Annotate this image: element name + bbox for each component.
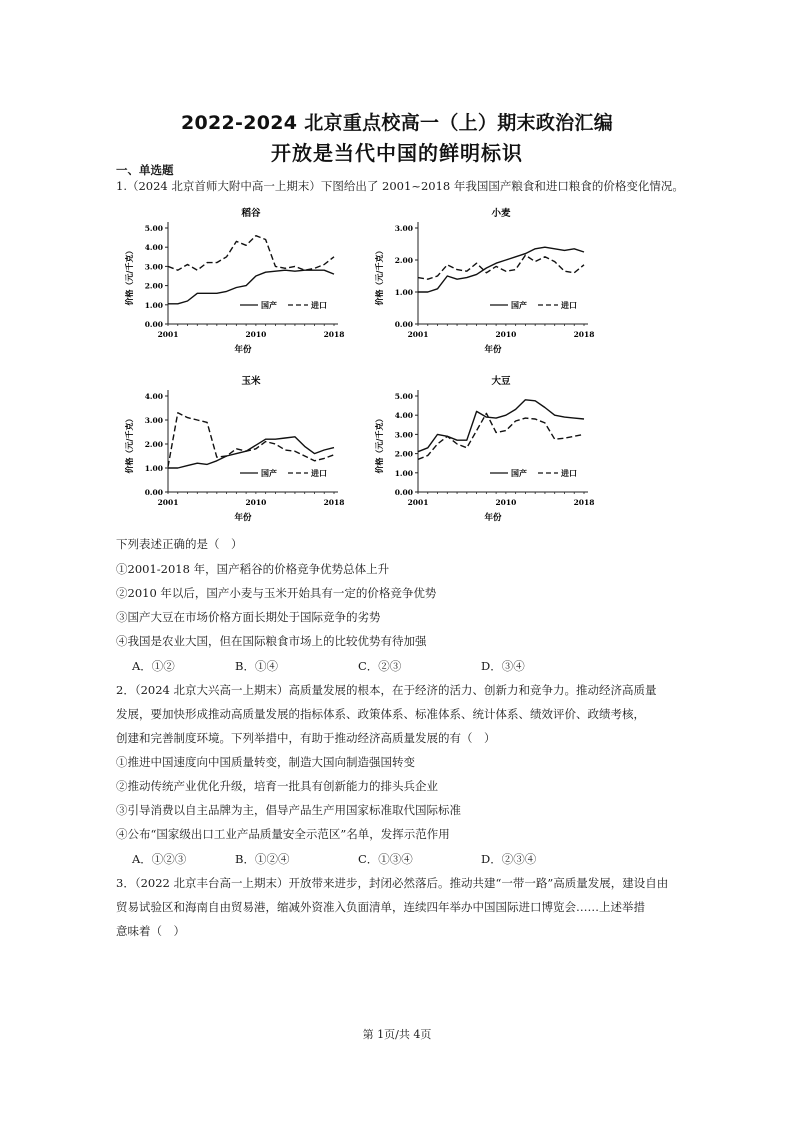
q2-statement-2: ②推动传统产业优化升级，培育一批具有创新能力的排头兵企业 xyxy=(116,779,438,793)
legend-label-domestic: 国产 xyxy=(261,300,277,310)
series-line-domestic xyxy=(168,437,334,468)
q2-option-a[interactable]: A．①②③ xyxy=(132,852,187,866)
y-tick-label: 4.00 xyxy=(144,392,163,401)
q2-statement-1: ①推进中国速度向中国质量转变，制造大国向制造强国转变 xyxy=(116,755,415,769)
y-tick-label: 3.00 xyxy=(394,224,413,233)
q2-statement-3: ③引导消费以自主品牌为主，倡导产品生产用国家标准取代国际标准 xyxy=(116,803,461,817)
legend-label-domestic: 国产 xyxy=(261,468,277,478)
q1-option-d[interactable]: D．③④ xyxy=(481,659,525,673)
q1-statement-4: ④我国是农业大国，但在国际粮食市场上的比较优势有待加强 xyxy=(116,634,427,648)
price-charts-svg xyxy=(118,200,600,526)
x-tick-label: 2001 xyxy=(407,330,429,339)
q2-option-d[interactable]: D．②③④ xyxy=(481,852,537,866)
y-axis-label: 价格（元/千克） xyxy=(124,414,134,474)
x-tick-label: 2018 xyxy=(573,498,595,507)
y-tick-label: 0.00 xyxy=(394,488,413,497)
legend-label-domestic: 国产 xyxy=(511,300,527,310)
y-tick-label: 0.00 xyxy=(144,488,163,497)
q1-stem: 1.（2024 北京首师大附中高一上期末）下图给出了 2001~2018 年我国国产粮食和进口粮食的价格变化情况。 xyxy=(116,179,684,193)
y-tick-label: 3.00 xyxy=(394,430,413,440)
x-axis-label: 年份 xyxy=(234,345,252,355)
y-tick-label: 2.00 xyxy=(394,256,413,265)
x-tick-label: 2010 xyxy=(245,330,267,339)
q1-statement-3: ③国产大豆在市场价格方面长期处于国际竞争的劣势 xyxy=(116,610,381,624)
q1-statement-1: ①2001-2018 年，国产稻谷的价格竞争优势总体上升 xyxy=(116,562,390,576)
y-tick-label: 1.00 xyxy=(394,288,413,297)
q1-option-a[interactable]: A．①② xyxy=(132,659,175,673)
legend-label-imported: 进口 xyxy=(311,468,327,478)
legend-label-imported: 进口 xyxy=(561,468,577,478)
y-tick-label: 4.00 xyxy=(394,411,413,421)
chart-title: 玉米 xyxy=(241,376,261,387)
q1-option-c[interactable]: C．②③ xyxy=(358,659,402,673)
y-tick-label: 2.00 xyxy=(394,449,413,459)
q1-option-b[interactable]: B．①④ xyxy=(235,659,278,673)
y-tick-label: 0.00 xyxy=(144,320,163,329)
y-axis-label: 价格（元/千克） xyxy=(374,414,384,474)
x-axis-label: 年份 xyxy=(484,513,502,523)
document-title: 2022-2024 北京重点校高一（上）期末政治汇编 xyxy=(180,112,614,134)
y-axis-label: 价格（元/千克） xyxy=(374,246,384,306)
x-tick-label: 2010 xyxy=(245,498,267,507)
q2-stem-line-1: 2．（2024 北京大兴高一上期末）高质量发展的根本，在于经济的活力、创新力和竞争力。推动经济高质量 xyxy=(116,683,657,697)
chart-title: 小麦 xyxy=(491,208,511,219)
series-line-imported xyxy=(168,236,334,271)
legend-label-imported: 进口 xyxy=(561,300,577,310)
q2-stem-line-3: 创建和完善制度环境。下列举措中，有助于推动经济高质量发展的有（ ） xyxy=(116,731,496,745)
y-tick-label: 5.00 xyxy=(144,224,163,233)
q2-options xyxy=(132,851,584,867)
series-line-domestic xyxy=(168,270,334,304)
x-tick-label: 2018 xyxy=(323,330,345,339)
y-axis-label: 价格（元/千克） xyxy=(124,246,134,306)
section-heading: 一、单选题 xyxy=(116,163,174,177)
x-tick-label: 2001 xyxy=(157,330,179,339)
x-tick-label: 2010 xyxy=(495,498,517,507)
legend-label-imported: 进口 xyxy=(311,300,327,310)
x-tick-label: 2018 xyxy=(323,498,345,507)
q2-stem-line-2: 发展，要加快形成推动高质量发展的指标体系、政策体系、标准体系、统计体系、绩效评价、政绩考核， xyxy=(116,707,645,721)
chart-title: 稻谷 xyxy=(241,208,261,219)
chart-panel-3 xyxy=(124,375,344,523)
chart-panel-2 xyxy=(374,207,594,355)
q2-option-c[interactable]: C．①③④ xyxy=(358,852,413,866)
y-tick-label: 2.00 xyxy=(144,281,163,291)
series-line-imported xyxy=(418,255,584,279)
series-line-domestic xyxy=(418,400,584,452)
legend-label-domestic: 国产 xyxy=(511,468,527,478)
y-tick-label: 4.00 xyxy=(144,243,163,253)
x-axis-label: 年份 xyxy=(484,345,502,355)
q1-statement-2: ②2010 年以后，国产小麦与玉米开始具有一定的价格竞争优势 xyxy=(116,586,437,600)
document-subtitle: 开放是当代中国的鲜明标识 xyxy=(271,141,523,165)
y-tick-label: 5.00 xyxy=(394,392,413,401)
x-tick-label: 2001 xyxy=(407,498,429,507)
q1-options xyxy=(132,658,584,674)
chart-title: 大豆 xyxy=(491,376,511,387)
chart-panel-4 xyxy=(374,375,594,523)
y-tick-label: 3.00 xyxy=(144,262,163,272)
q1-prompt: 下列表述正确的是（ ） xyxy=(116,537,243,551)
y-tick-label: 3.00 xyxy=(144,416,163,425)
y-tick-label: 0.00 xyxy=(394,320,413,329)
q3-stem-line-1: 3．（2022 北京丰台高一上期末）开放带来进步，封闭必然落后。推动共建“一带一路”高质量发展，建设自由 xyxy=(116,876,669,890)
q3-stem-line-2: 贸易试验区和海南自由贸易港，缩减外资准入负面清单，连续四年举办中国国际进口博览会……上述举措 xyxy=(116,900,645,914)
x-tick-label: 2010 xyxy=(495,330,517,339)
series-line-imported xyxy=(418,413,584,459)
q3-stem-line-3: 意味着（ ） xyxy=(116,924,185,938)
series-line-imported xyxy=(168,413,334,467)
x-tick-label: 2018 xyxy=(573,330,595,339)
y-tick-label: 2.00 xyxy=(144,440,163,449)
page-footer: 第 1页/共 4页 xyxy=(362,1028,432,1041)
chart-panel-1 xyxy=(124,207,344,355)
y-tick-label: 1.00 xyxy=(144,464,163,473)
price-charts xyxy=(118,200,600,526)
x-axis-label: 年份 xyxy=(234,513,252,523)
y-tick-label: 1.00 xyxy=(144,300,163,310)
x-tick-label: 2001 xyxy=(157,498,179,507)
q2-statement-4: ④公布“国家级出口工业产品质量安全示范区”名单，发挥示范作用 xyxy=(116,827,450,841)
y-tick-label: 1.00 xyxy=(394,468,413,478)
q2-option-b[interactable]: B．①②④ xyxy=(235,852,290,866)
